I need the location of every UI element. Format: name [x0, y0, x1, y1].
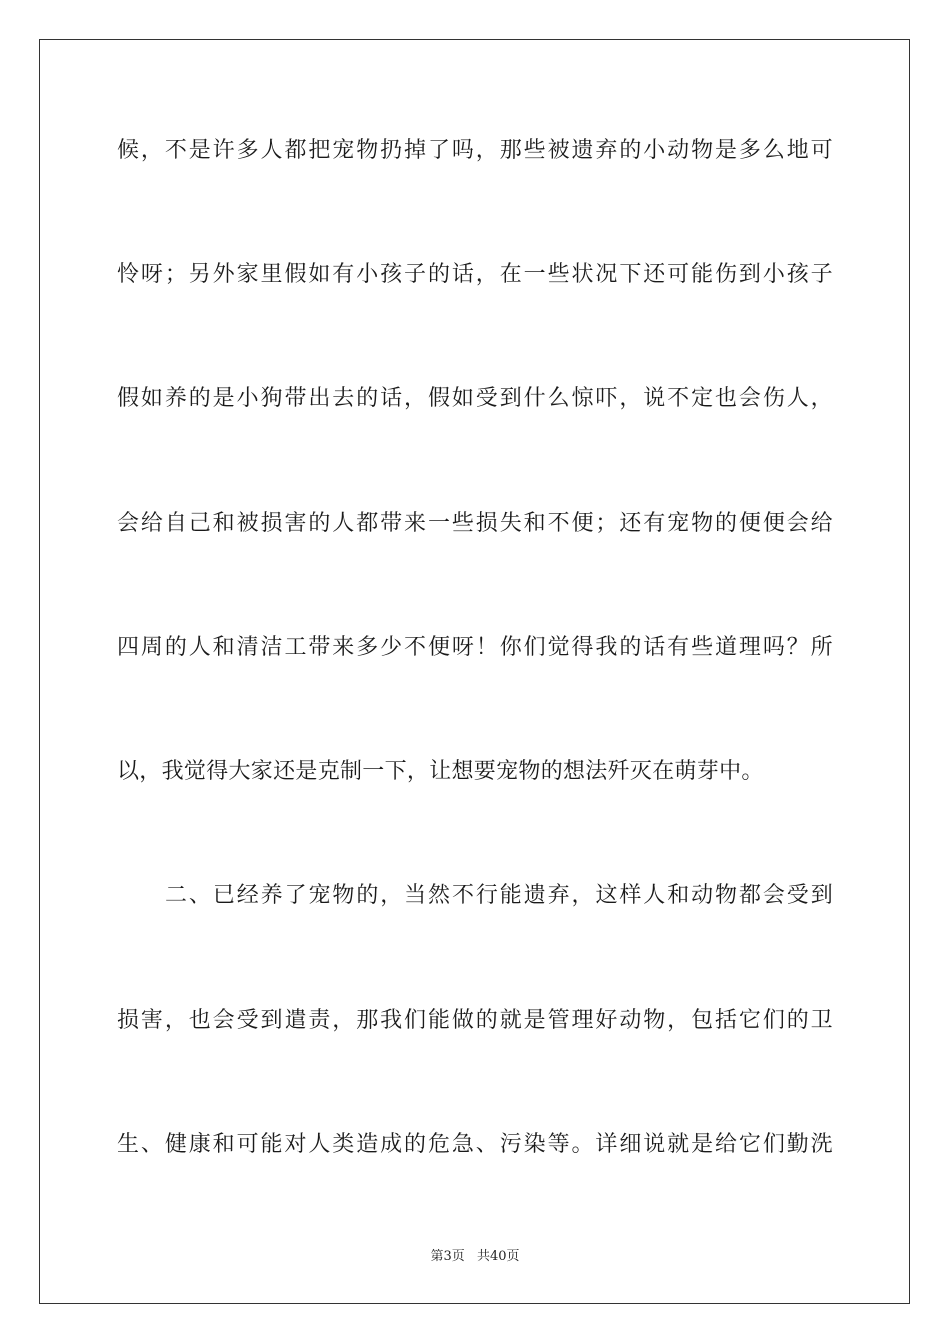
page-number: 第3页 [430, 1249, 465, 1264]
text-line-2: 怜呀；另外家里假如有小孩子的话，在一些状况下还可能伤到小孩子 [117, 262, 833, 287]
text-line-3: 假如养的是小狗带出去的话，假如受到什么惊吓，说不定也会伤人， [117, 386, 833, 411]
page-border [39, 39, 910, 1304]
text-line-6: 以，我觉得大家还是克制一下，让想要宠物的想法歼灭在萌芽中。 [117, 759, 764, 784]
text-line-8: 损害，也会受到遣责，那我们能做的就是管理好动物，包括它们的卫 [117, 1008, 833, 1033]
page-footer [0, 1248, 950, 1266]
text-line-1: 候，不是许多人都把宠物扔掉了吗，那些被遗弃的小动物是多么地可 [117, 138, 833, 163]
text-line-5: 四周的人和清洁工带来多少不便呀！你们觉得我的话有些道理吗？所 [117, 635, 833, 660]
text-line-4: 会给自己和被损害的人都带来一些损失和不便；还有宠物的便便会给 [117, 511, 833, 536]
text-line-7: 二、已经养了宠物的，当然不行能遗弃，这样人和动物都会受到 [165, 883, 833, 908]
page-total: 共40页 [476, 1249, 520, 1264]
text-line-9: 生、健康和可能对人类造成的危急、污染等。详细说就是给它们勤洗 [117, 1132, 833, 1157]
